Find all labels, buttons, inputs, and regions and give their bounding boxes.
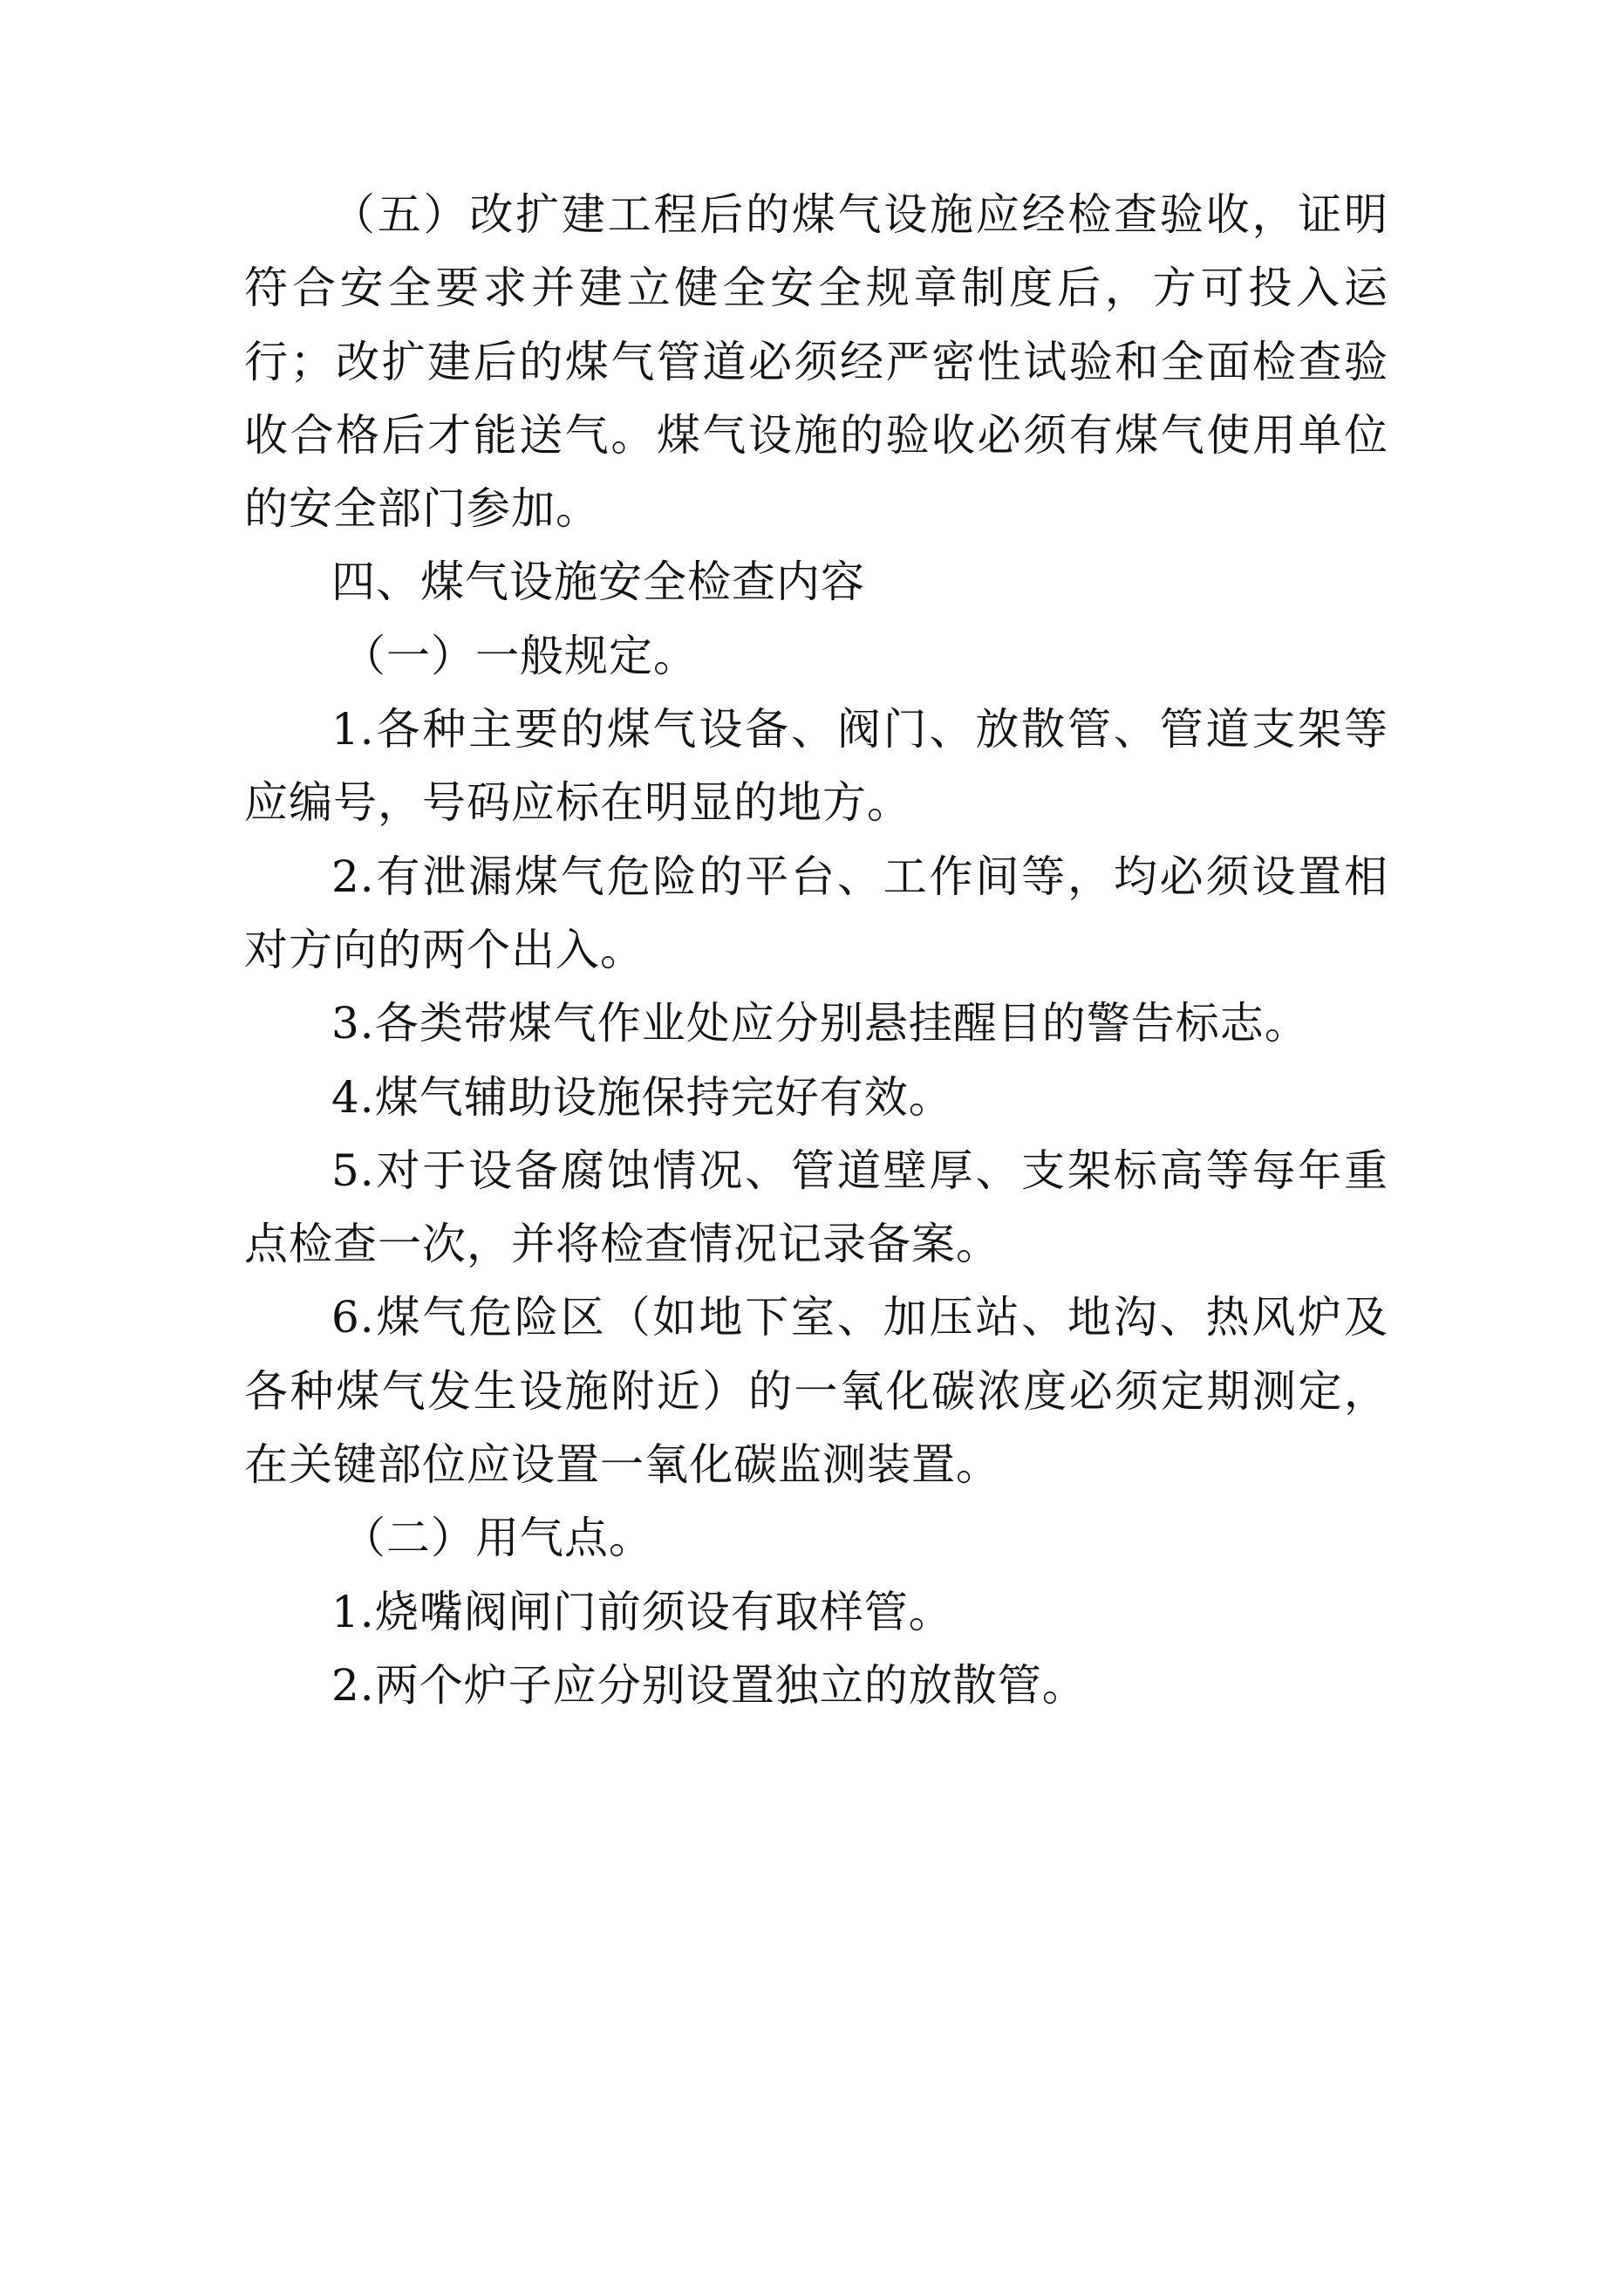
section-heading-safety-inspection: 四、煤气设施安全检查内容 (331, 557, 865, 608)
list-item-warning-signs: 3.各类带煤气作业处应分别悬挂醒目的警告标志。 (331, 998, 1309, 1049)
list-item-co-monitoring: 6.煤气危险区（如地下室、加压站、地沟、热风炉及各种煤气发生设施附近）的一氧化碳浓度必须定期测定，在关键部位应设置一氧化碳监测装置。 (244, 1292, 1388, 1491)
subsection-heading-general-rules: （一）一般规定。 (342, 630, 698, 681)
list-item-annual-inspection: 5.对于设备腐蚀情况、管道壁厚、支架标高等每年重点检查一次，并将检查情况记录备案。 (244, 1145, 1388, 1270)
subsection-heading-gas-points: （二）用气点。 (342, 1513, 653, 1564)
paragraph-acceptance-requirements: （五）改扩建工程后的煤气设施应经检查验收，证明符合安全要求并建立健全安全规章制度后，方可投入运行；改扩建后的煤气管道必须经严密性试验和全面检查验收合格后才能送气。煤气设施的验收必须有煤气使用单位的安全部门参加。 (244, 189, 1388, 535)
list-item-auxiliary-facilities: 4.煤气辅助设施保持完好有效。 (331, 1071, 953, 1123)
list-item-vent-pipes: 2.两个炉子应分别设置独立的放散管。 (331, 1659, 1087, 1711)
list-item-exits: 2.有泄漏煤气危险的平台、工作间等，均必须设置相对方向的两个出入。 (244, 851, 1388, 975)
list-item-numbering: 1.各种主要的煤气设备、阀门、放散管、管道支架等应编号，号码应标在明显的地方。 (244, 704, 1388, 829)
list-item-sampling-pipe: 1.烧嘴阀闸门前须设有取样管。 (331, 1586, 953, 1637)
document-body (244, 178, 1388, 1722)
